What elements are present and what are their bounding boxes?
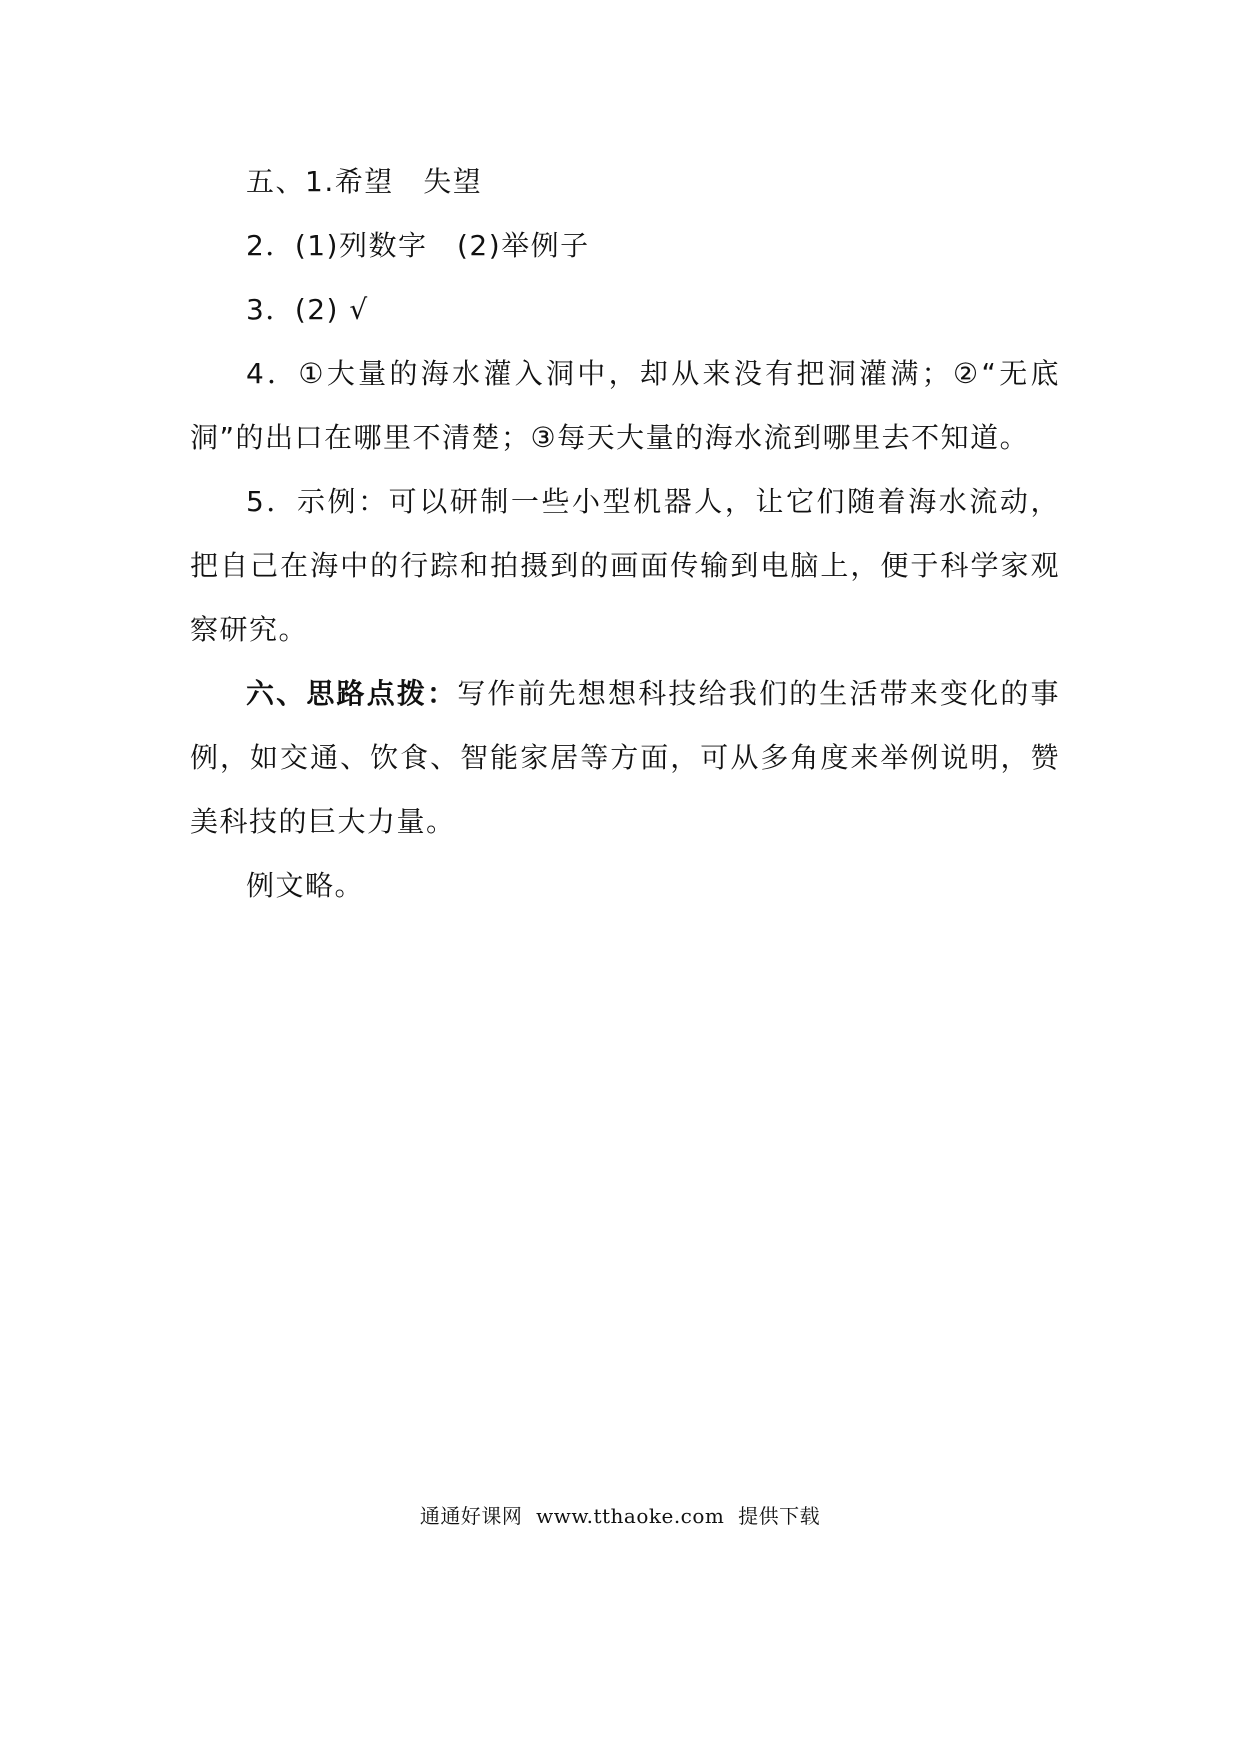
- answer-content: [190, 150, 1060, 918]
- answer-line-2: 2．(1)列数字 (2)举例子: [246, 229, 590, 262]
- answer-item-4: 4．①大量的海水灌入洞中，却从来没有把洞灌满；②“无底洞”的出口在哪里不清楚；③每天大量的海水流到哪里去不知道。: [190, 357, 1060, 454]
- sample-essay-note: 例文略。: [246, 869, 365, 902]
- item-6-text: 写作前先想想科技给我们的生活带来变化的事例，如交通、饮食、智能家居等方面，可从多角度来举例说明，赞美科技的巨大力量。: [190, 677, 1060, 838]
- footer-suffix: 提供下载: [738, 1504, 821, 1528]
- item-6-label: 六、思路点拨：: [246, 677, 458, 710]
- answer-item-6: [190, 662, 1060, 854]
- page-footer: [0, 1500, 1240, 1529]
- footer-site-name: 通通好课网: [419, 1504, 523, 1528]
- answer-line-1: 五、1.希望 失望: [246, 165, 483, 198]
- footer-url: www.tthaoke.com: [536, 1504, 725, 1528]
- answer-line-3: 3．(2) √: [246, 293, 369, 326]
- answer-item-5: 5．示例：可以研制一些小型机器人，让它们随着海水流动，把自己在海中的行踪和拍摄到的画面传输到电脑上，便于科学家观察研究。: [190, 485, 1060, 646]
